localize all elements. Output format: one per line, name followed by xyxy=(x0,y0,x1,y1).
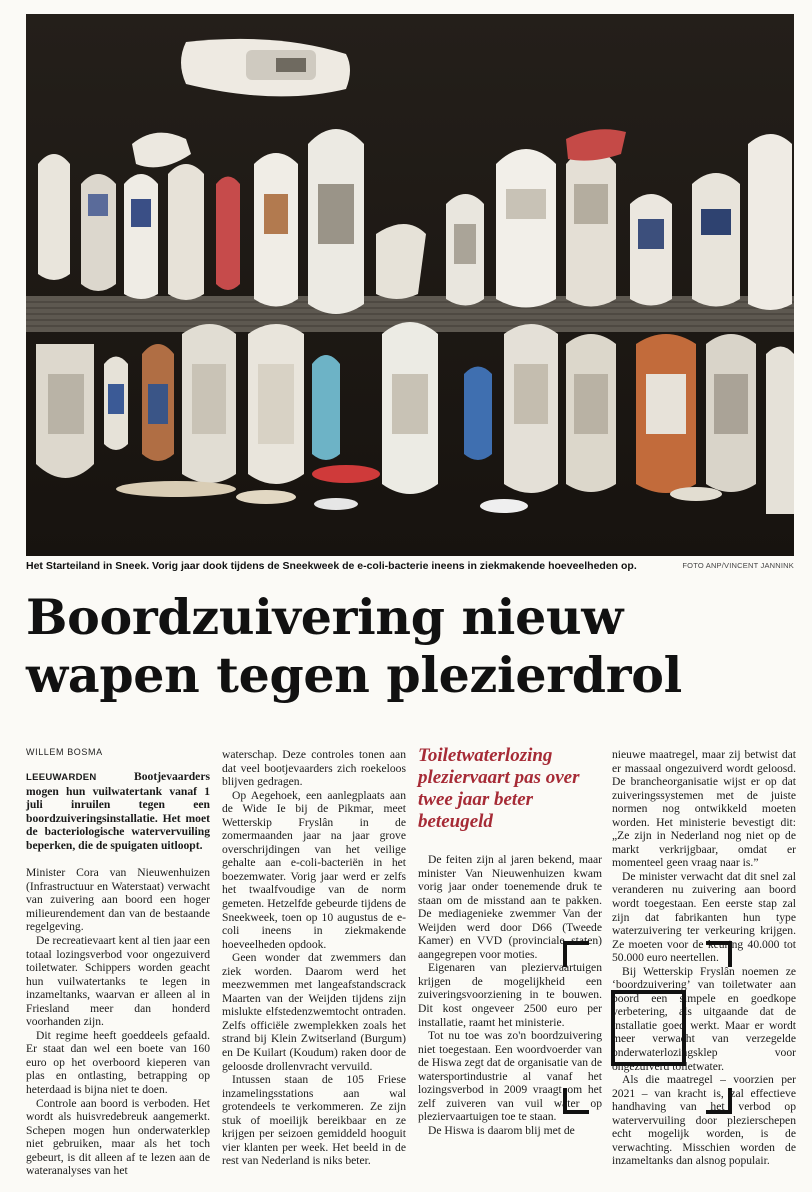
photo-credit: FOTO ANP/VINCENT JANNINK xyxy=(682,561,794,570)
paragraph: Dit regime heeft goeddeels gefaald. Er staat dan wel een boete van 160 euro op het overboord kieperen van plas en ontlasting, betrapping op heterdaad is bijna niet te doen. xyxy=(26,1028,210,1097)
harbor-photo xyxy=(26,14,794,556)
focus-rectangle xyxy=(611,990,686,1066)
paragraph: Controle aan boord is verboden. Het wordt als huisvredebreuk aangemerkt. Schepen mogen hun onderwaterklep niet gebruiken, maar als het toch gebeurt, is dit alleen af te lezen aan de wateranalyses van het xyxy=(26,1096,210,1178)
crop-corner-top-left[interactable] xyxy=(563,941,589,967)
paragraph: De Hiswa is daarom blij met de xyxy=(428,1123,575,1137)
article-column-1 xyxy=(26,770,210,1178)
paragraph: Minister Cora van Nieuwenhuizen (Infrastructuur en Waterstaat) verwacht van zuivering aan boord een hoger milieurendement dan van de bestaande regelgeving. xyxy=(26,866,210,934)
paragraph: Op Aegehoek, een aanlegplaats aan de Wide Ie bij de Pikmar, meet Wetterskip Fryslân in de zomermaanden jaar na jaar grove overschrijdingen van het veilige gehalte aan e-coli-bacteriën in het boezemwater. Vorig jaar werd er zelfs het twaalfvoudige van de norm gemeten. Hetzelfde gebeurde tijdens de Sneekweek, toen op 10 augustus de e-coli ineens in ziekmakende hoeveelheden opdook. xyxy=(222,788,406,951)
paragraph: Geen wonder dat zwemmers dan ziek worden. Daarom werd het meezwemmen met langeafstandscrack Maarten van der Weijden tijdens zijn mislukte elfstedenzwemtocht ontraden. Zelfs officiële zwemplekken zoals het strand bij Klein Zwitserland (Burgum) en De Kuilart (Koudum) raken door de geloosde drollenvracht vervuild. xyxy=(222,951,406,1073)
bottom-boats xyxy=(36,322,794,514)
paragraph: Als die maatregel – voorzien per 2021 – van kracht is, zal effectieve handhaving van het verbod op watervervuiling door plezierschepen echt mogelijk worden, is de verwachting. Misschien worden de inzameltanks dan alsnog populair. xyxy=(612,1073,796,1168)
crop-corner-bottom-left[interactable] xyxy=(563,1088,589,1114)
paragraph: De minister verwacht dat dit snel zal veranderen nu zuivering aan boord wordt toegestaan. Een eerste stap zal zijn dat fabrikanten hun type waterzuivering ter verkeuring krijgen. Ze moeten voor de keuring 40.000 tot 50.000 euro neertellen. xyxy=(612,869,796,965)
photo-caption xyxy=(26,560,794,576)
crop-corner-bottom-right[interactable] xyxy=(706,1088,732,1114)
headline-line-2: wapen tegen plezierdrol xyxy=(26,646,682,704)
paragraph: Tot nu toe was zo'n boordzuivering niet toegestaan. Een woordvoerder van de Hiswa zegt dat de organisatie van de watersportindustrie al vanaf het lozingsverbod in 2009 vraagt om het zelf zuiveren van vuil water op pleziervaartuigen toe te staan. xyxy=(418,1029,602,1124)
paragraph: De feiten zijn al jaren bekend, maar minister Van Nieuwenhuizen kwam vorig jaar onder toenemende druk te staan om de misstand aan te pakken. De mediagenieke zwemmer Van der Weijden werd door D66 (Tweede Kamer) en VVD (provinciale staten) aangegrepen voor moties. xyxy=(418,853,602,961)
article-column-4 xyxy=(612,748,796,1168)
paragraph: Bij Wetterskip Fryslân noemen ze ‘boordzuivering’ van toiletwater aan boord een simpele en goedkope verbetering, als uitgaande dat de installatie goed werkt. Maar er wordt meer verwacht van verzegelde onderwaterlozingsklep voor ongezuiverd toiletwater. xyxy=(612,964,796,1073)
crop-corner-top-right[interactable] xyxy=(706,941,732,967)
headline xyxy=(26,588,796,704)
paragraph: Eigenaren van pleziervaartuigen krijgen de mogelijkheid een zuiveringsvoorziening in te bouwen. Dit kost ongeveer 2500 euro per installatie, raamt het ministerie. xyxy=(418,961,602,1029)
boats-illustration xyxy=(26,14,794,556)
headline-line-1: Boordzuivering nieuw xyxy=(26,588,624,646)
paragraph: De recreatievaart kent al tien jaar een totaal lozingsverbod voor ongezuiverd toiletwater. Schippers worden geacht hun vuilwatertanks te legen in inzameltanks, waarvan er alleen al in Friesland meer dan honderd voorhanden zijn. xyxy=(26,934,210,1029)
pull-quote: Toiletwaterlozing pleziervaart pas over twee jaar beter beteugeld xyxy=(418,745,580,832)
paragraph: Intussen staan de 105 Friese inzamelingsstations aan wal grotendeels te verkommeren. Ze zijn stuk of moeilijk bereikbaar en ze krijgen per seizoen gemiddeld hooguit vier klanten per week. Het beeld in de rest van Nederland is niks beter. xyxy=(222,1073,406,1168)
paragraph: nieuwe maatregel, maar zij betwist dat er massaal ongezuiverd wordt geloosd. De brancheorganisatie wijst er op dat zuiveringssystemen met de juiste normen nog ontwikkeld moeten worden. Het ministerie bevestigt dit: „Ze zijn in Nederland nog niet op de markt verkrijgbaar, omdat er momenteel geen vraag naar is.” xyxy=(612,748,796,870)
byline: WILLEM BOSMA xyxy=(26,747,103,757)
lead-text: Bootjevaarders mogen hun vuilwatertank vanaf 1 juli inruilen tegen een boordzuiveringsinstallatie. Het moet de bacteriologische watervervuiling beperken, die de spuigaten uitloopt. xyxy=(26,770,210,852)
article-column-2 xyxy=(222,748,406,1168)
lead-paragraph xyxy=(26,770,210,852)
paragraph: waterschap. Deze controles tonen aan dat veel bootjevaarders zich roekeloos blijven gedragen. xyxy=(222,748,406,789)
dateline: LEEUWARDEN xyxy=(26,772,97,783)
caption-text: Het Starteiland in Sneek. Vorig jaar dook tijdens de Sneekweek de e-coli-bacterie ineens in ziekmakende hoeveelheden op. xyxy=(26,560,637,572)
